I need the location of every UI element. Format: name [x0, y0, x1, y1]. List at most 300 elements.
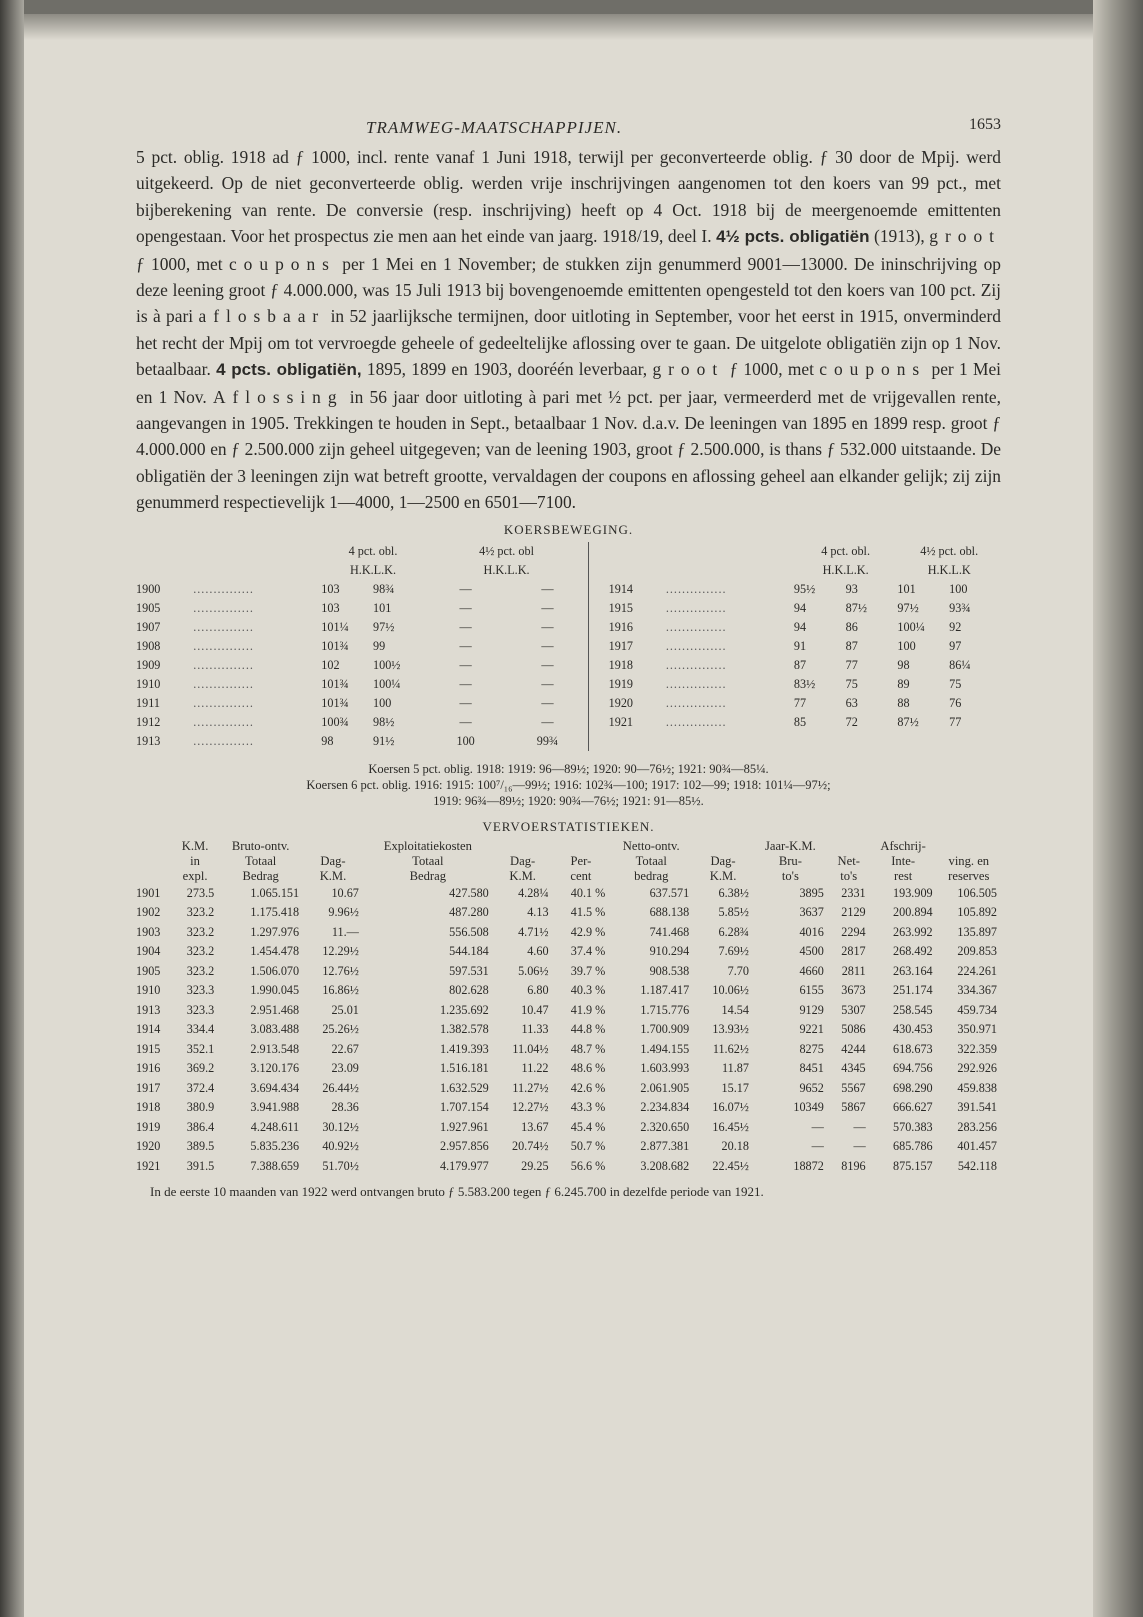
vervoer-cell: 1910 — [136, 983, 161, 998]
koers-body — [136, 580, 1001, 751]
koers-value: 75 — [845, 676, 858, 691]
text-run: per 1 Mei en 1 November; de stukken zijn genummerd 9001—13000. De ininschrijving op deze leening groot ƒ 4.000.000, was 15 Juli 1913 bij bovengenoemde emittenten opengesteld tot den koers van 100 pct. Zij is à pari — [136, 253, 1001, 327]
vervoer-cell: 875.157 — [893, 1158, 933, 1173]
text-run: ƒ 1000, met — [724, 359, 820, 380]
vervoer-cell: 6.38½ — [718, 885, 749, 900]
vervoer-cell: 51.70½ — [322, 1158, 359, 1173]
vervoer-cell: 193.909 — [893, 885, 933, 900]
koers-value: — — [541, 638, 554, 653]
vervoer-cell: 8196 — [841, 1158, 866, 1173]
spaced-term: coupons — [819, 359, 927, 380]
vervoer-cell: 251.174 — [893, 983, 933, 998]
vervoer-row — [136, 1079, 1001, 1099]
vervoer-header-cell — [493, 839, 553, 854]
koers-year: 1920 — [608, 695, 633, 710]
vervoer-cell: 1.506.070 — [250, 963, 300, 978]
koers-value: 93 — [845, 581, 858, 596]
koers-year: 1907 — [136, 619, 161, 634]
koers-year: 1921 — [608, 714, 633, 729]
leader-dots: ............... — [665, 657, 727, 672]
vervoer-cell: 1.603.993 — [640, 1061, 690, 1076]
leader-dots: ............... — [665, 581, 727, 596]
vervoer-cell: 6.28¾ — [718, 924, 749, 939]
vervoer-cell: 334.367 — [957, 983, 997, 998]
bold-heading: 4½ pcts. obligatiën — [716, 227, 870, 247]
note-line: Koersen 6 pct. oblig. 1916: 1915: 100⁷/₁₆—99½; 1916: 102¾—100; 1917: 102—99; 1918: 101¼—97½; — [306, 777, 831, 792]
vervoer-cell: 258.545 — [893, 1002, 933, 1017]
text-run: 1895, 1899 en 1903, dooréén leverbaar, — [361, 359, 653, 380]
koers-value: 100¼ — [373, 676, 401, 691]
koers-value: 94 — [793, 600, 807, 615]
vervoer-cell: 5567 — [841, 1080, 866, 1095]
koers-value: — — [541, 600, 554, 615]
koers-year: 1918 — [608, 657, 633, 672]
text-run: 5 pct. oblig. 1918 ad ƒ 1000, incl. rente vanaf 1 Juni 1918, terwijl per geconverteerde oblig. ƒ 30 door de Mpij. werd uitgekeerd. Op de niet geconverteerde oblig. werden vrije inschrijvingen aangenomen tot den koers van 99 pct., met bijberekening van rente. De conversie (resp. inschrijving) heeft op 4 Oct. 1918 bij de meergenoemde emittenten opengestaan. Voor het prospectus zie men aan het einde van jaarg. 1918/19, deel I. — [136, 147, 1001, 247]
koers-year: 1913 — [136, 733, 161, 748]
vervoer-row — [136, 1137, 1001, 1157]
vervoer-cell: 12.29½ — [322, 944, 359, 959]
vervoer-cell: 14.54 — [721, 1002, 749, 1017]
vervoer-cell: 637.571 — [649, 885, 690, 900]
koers-value: 100 — [456, 733, 475, 748]
vervoer-cell: 2.320.650 — [640, 1119, 690, 1134]
vervoer-header-cell: K.M. — [509, 868, 536, 883]
vervoer-cell: 23.09 — [331, 1061, 359, 1076]
vervoer-header-cell: Bru- — [778, 853, 802, 868]
vervoer-header-cell: rest — [894, 868, 913, 883]
vervoer-cell: 556.508 — [449, 924, 489, 939]
vervoer-header-cell — [693, 839, 753, 854]
vervoer-header-cell: Afschrij- — [880, 838, 926, 853]
vervoer-header-cell: Inte- — [891, 853, 916, 868]
vervoer-header-cell — [553, 839, 610, 854]
vervoer-cell: 401.457 — [957, 1139, 997, 1154]
leader-dots: ............... — [665, 695, 727, 710]
vervoer-cell: 1.454.478 — [250, 944, 300, 959]
vervoer-cell: 1902 — [136, 905, 161, 920]
koers-value: 91½ — [373, 733, 395, 748]
vervoer-cell: 6.80 — [527, 983, 549, 998]
koers-table — [136, 542, 1001, 751]
spaced-term: groot — [929, 226, 1001, 247]
koers-value — [949, 732, 1001, 751]
vervoer-cell: 10349 — [793, 1100, 824, 1115]
vervoer-row — [136, 1098, 1001, 1118]
vervoer-cell: 694.756 — [893, 1061, 933, 1076]
vervoer-header-cell — [303, 839, 363, 854]
vervoer-cell: 15.17 — [721, 1080, 749, 1095]
vervoer-cell: 2.957.856 — [440, 1139, 489, 1154]
vervoer-cell: 7.70 — [727, 963, 749, 978]
vervoer-cell: 16.45½ — [712, 1119, 749, 1134]
vervoer-row — [136, 1118, 1001, 1138]
koers-value: 91 — [793, 638, 807, 653]
vervoer-cell: 3673 — [841, 983, 866, 998]
koers-subhead: H.K.L.K. — [349, 562, 397, 577]
koers-value: — — [541, 714, 554, 729]
koers-value: — — [541, 695, 554, 710]
vervoer-cell: 1.494.155 — [640, 1041, 690, 1056]
koers-value: 87 — [845, 638, 858, 653]
vervoer-cell: 350.971 — [957, 1022, 997, 1037]
vervoer-cell: 1.175.418 — [250, 905, 300, 920]
vervoer-header-cell — [136, 869, 172, 884]
vervoer-cell: 18872 — [793, 1158, 824, 1173]
vervoer-header-cell: K.M. — [709, 868, 737, 883]
vervoer-cell: 11.22 — [521, 1061, 549, 1076]
vervoer-cell: 1.715.776 — [640, 1002, 690, 1017]
vervoer-cell: 40.1 % — [570, 885, 606, 900]
leader-dots: ............... — [193, 657, 254, 672]
vervoer-cell: 28.36 — [331, 1100, 359, 1115]
koers-value: 98 — [321, 733, 334, 748]
vervoer-header-cell: Bedrag — [409, 868, 446, 883]
vervoer-header-cell: Dag- — [510, 853, 536, 868]
vervoer-cell: 430.453 — [893, 1022, 933, 1037]
koers-year: 1915 — [608, 600, 633, 615]
vervoer-row — [136, 981, 1001, 1001]
vervoer-cell: 37.4 % — [570, 944, 606, 959]
vervoer-header-cell: Bedrag — [242, 868, 279, 883]
vervoer-cell: 2.913.548 — [250, 1041, 300, 1056]
vervoer-table — [136, 839, 1001, 1177]
koers-value: 101 — [373, 600, 392, 615]
vervoer-cell: 666.627 — [893, 1100, 933, 1115]
vervoer-cell: — — [811, 1139, 824, 1154]
vervoer-cell: 1.297.976 — [250, 924, 300, 939]
leader-dots — [666, 732, 794, 751]
running-title: TRAMWEG-MAATSCHAPPIJEN. — [366, 118, 623, 137]
koers-value: 101 — [897, 581, 916, 596]
koers-subhead: H.K.L.K. — [483, 562, 530, 577]
vervoer-cell: 3.694.434 — [250, 1080, 300, 1095]
vervoer-cell: 4345 — [841, 1061, 866, 1076]
vervoer-cell: 688.138 — [649, 905, 690, 920]
vervoer-cell: 908.538 — [649, 963, 690, 978]
vervoer-cell: 323.2 — [186, 905, 215, 920]
koers-value: 87½ — [845, 600, 867, 615]
vervoer-header-cell: K.M. — [319, 868, 347, 883]
koers-value: 88 — [897, 695, 910, 710]
vervoer-cell: 56.6 % — [570, 1158, 606, 1173]
vervoer-cell: 11.27½ — [512, 1080, 549, 1095]
koers-value: 98¾ — [373, 581, 395, 596]
koers-value: 86¼ — [949, 657, 971, 672]
vervoer-row — [136, 1001, 1001, 1021]
koers-value: 89 — [897, 676, 910, 691]
vervoer-cell: 427.580 — [449, 885, 489, 900]
spaced-term: groot — [652, 359, 725, 380]
leader-dots: ............... — [665, 676, 727, 691]
vervoer-cell: 7.388.659 — [250, 1158, 300, 1173]
vervoer-cell: 391.5 — [186, 1158, 215, 1173]
vervoer-cell: 323.2 — [186, 963, 215, 978]
vervoer-row — [136, 1020, 1001, 1040]
koers-value: 101¾ — [321, 695, 349, 710]
vervoer-cell: 48.6 % — [570, 1061, 606, 1076]
vervoer-cell: 209.853 — [957, 944, 997, 959]
page-edge — [1093, 0, 1143, 1617]
vervoer-header-row — [136, 869, 1001, 884]
vervoer-cell: 5086 — [841, 1022, 866, 1037]
koers-row — [136, 694, 1001, 713]
koers-value: 97½ — [897, 600, 919, 615]
koers-value: — — [459, 657, 472, 672]
vervoer-cell: 283.256 — [957, 1119, 997, 1134]
koers-value: 63 — [845, 695, 858, 710]
vervoer-cell: 8275 — [799, 1041, 824, 1056]
koers-value: — — [459, 638, 472, 653]
vervoer-header-cell: Dag- — [320, 853, 346, 868]
vervoer-cell: 1901 — [136, 885, 161, 900]
vervoer-cell: 40.3 % — [570, 983, 606, 998]
vervoer-cell: 9.96½ — [328, 905, 359, 920]
column-rule — [589, 656, 609, 675]
koers-value: 75 — [949, 676, 962, 691]
vervoer-cell: 6155 — [799, 983, 824, 998]
vervoer-cell: 106.505 — [957, 885, 997, 900]
vervoer-cell: 4.71½ — [518, 924, 549, 939]
note-line: 1919: 96¾—89½; 1920: 90¾—76½; 1921: 91—85½. — [433, 793, 704, 808]
column-rule — [589, 618, 609, 637]
koers-row — [136, 732, 1001, 751]
koers-value: 101¾ — [321, 676, 349, 691]
vervoer-cell: 292.926 — [957, 1061, 997, 1076]
koers-row — [136, 656, 1001, 675]
koers-subhead: H.K.L.K. — [822, 562, 869, 577]
vervoer-cell: — — [853, 1119, 866, 1134]
vervoer-cell: 40.92½ — [322, 1139, 359, 1154]
koers-col-45pct: 4½ pct. obl — [479, 543, 534, 558]
koers-value: 92 — [949, 619, 962, 634]
vervoer-cell: 1903 — [136, 924, 161, 939]
vervoer-cell: 10.47 — [521, 1002, 549, 1017]
vervoer-cell: 29.25 — [521, 1158, 549, 1173]
vervoer-cell: 372.4 — [186, 1080, 215, 1095]
koers-value: 100 — [949, 581, 968, 596]
koers-value: — — [541, 657, 554, 672]
koers-year: 1905 — [136, 600, 161, 615]
vervoer-cell: 3895 — [799, 885, 824, 900]
vervoer-cell: 1917 — [136, 1080, 161, 1095]
koers-row — [136, 580, 1001, 599]
vervoer-cell: 618.673 — [893, 1041, 933, 1056]
koers-row — [136, 618, 1001, 637]
vervoer-cell: 802.628 — [449, 983, 489, 998]
koers-year: 1908 — [136, 638, 161, 653]
vervoer-cell: 1918 — [136, 1100, 161, 1115]
vervoer-header-cell: bedrag — [634, 868, 669, 883]
vervoer-cell: 26.44½ — [322, 1080, 359, 1095]
koers-year: 1911 — [136, 695, 160, 710]
leader-dots: ............... — [665, 714, 727, 729]
column-rule — [589, 675, 609, 694]
vervoer-cell: 1920 — [136, 1139, 161, 1154]
koers-value: — — [459, 695, 472, 710]
koers-value: 85 — [793, 714, 807, 729]
vervoer-cell: 39.7 % — [570, 963, 606, 978]
vervoer-cell: 9129 — [799, 1002, 824, 1017]
leader-dots: ............... — [193, 676, 254, 691]
vervoer-cell: 459.838 — [957, 1080, 997, 1095]
koers-value: 103 — [321, 600, 340, 615]
vervoer-header-cell: Net- — [837, 853, 860, 868]
koers-value: — — [541, 581, 554, 596]
vervoer-cell: 910.294 — [649, 944, 690, 959]
vervoer-row — [136, 942, 1001, 962]
koers-value: — — [459, 619, 472, 634]
column-rule — [589, 580, 609, 599]
koers-header-row — [136, 542, 1001, 561]
spaced-term: aflosbaar — [198, 306, 326, 327]
koers-year: 1917 — [608, 638, 633, 653]
vervoer-cell: 10.67 — [331, 885, 359, 900]
vervoer-header-cell: expl. — [182, 868, 208, 883]
vervoer-cell: 323.3 — [186, 1002, 215, 1017]
vervoer-cell: 9221 — [799, 1022, 824, 1037]
vervoer-header-cell: Per- — [570, 853, 592, 868]
vervoer-cell: 4.28¼ — [518, 885, 549, 900]
koers-value: — — [459, 714, 472, 729]
spaced-term: coupons — [228, 253, 336, 274]
vervoer-cell: 4.248.611 — [250, 1119, 300, 1134]
vervoer-header-cell: in — [190, 853, 200, 868]
koers-value — [897, 732, 949, 751]
vervoer-cell: 105.892 — [957, 905, 997, 920]
koers-value: 101¾ — [321, 638, 349, 653]
vervoer-cell: 2.234.834 — [640, 1100, 690, 1115]
vervoer-cell: 3.083.488 — [250, 1022, 300, 1037]
vervoer-cell: 5307 — [841, 1002, 866, 1017]
vervoer-cell: 685.786 — [893, 1139, 933, 1154]
vervoer-cell: 42.6 % — [570, 1080, 606, 1095]
vervoer-header-row — [136, 854, 1001, 869]
vervoer-cell: 1921 — [136, 1158, 161, 1173]
koers-value: 99¾ — [536, 733, 559, 748]
vervoer-cell: 16.07½ — [712, 1100, 749, 1115]
koers-year: 1900 — [136, 581, 161, 596]
vervoer-cell: 41.5 % — [570, 905, 606, 920]
vervoer-cell: 544.184 — [449, 944, 489, 959]
vervoer-cell: — — [811, 1119, 824, 1134]
koers-year — [609, 732, 666, 751]
koers-value: 100¼ — [897, 619, 925, 634]
vervoer-header-cell: Totaal — [635, 853, 667, 868]
vervoer-cell: 42.9 % — [570, 924, 606, 939]
vervoer-cell: 4.13 — [527, 905, 549, 920]
vervoer-cell: 1919 — [136, 1119, 161, 1134]
koers-value: 87 — [793, 657, 807, 672]
vervoer-cell: 20.18 — [721, 1139, 749, 1154]
vervoer-cell: 1914 — [136, 1022, 161, 1037]
vervoer-cell: 1905 — [136, 963, 161, 978]
koers-value: — — [541, 619, 554, 634]
koers-row — [136, 675, 1001, 694]
vervoer-row — [136, 962, 1001, 982]
running-header — [136, 104, 1001, 144]
vervoer-cell: — — [853, 1139, 866, 1154]
koers-value: — — [541, 676, 554, 691]
vervoer-cell: 3.941.988 — [250, 1100, 300, 1115]
koers-value — [794, 732, 846, 751]
vervoer-cell: 1913 — [136, 1002, 161, 1017]
koers-value: 100½ — [373, 657, 401, 672]
koers-col-45pct: 4½ pct. obl. — [920, 543, 979, 558]
koers-value: 83½ — [793, 676, 816, 691]
vervoer-cell: 5.06½ — [518, 963, 549, 978]
vervoer-cell: 4500 — [799, 944, 824, 959]
vervoer-cell: 391.541 — [957, 1100, 997, 1115]
vervoer-cell: 322.359 — [957, 1041, 997, 1056]
column-rule — [589, 694, 609, 713]
vervoer-cell: 5.85½ — [718, 905, 749, 920]
vervoer-header-cell — [828, 839, 870, 854]
vervoer-cell: 1904 — [136, 944, 161, 959]
koers-value: 77 — [793, 695, 807, 710]
koers-year: 1909 — [136, 657, 161, 672]
koers-row — [136, 637, 1001, 656]
vervoer-row — [136, 1059, 1001, 1079]
text-run: in 52 jaarlijksche termijnen, door uitloting in September, voor het eerst in 1915, onverminderd het recht der Mpij om tot vervroegde geheele of gedeeltelijke aflossing over te gaan. De uitgelote obligatiën zijn op 1 Nov. betaalbaar. — [136, 306, 1001, 380]
vervoer-cell: 11.— — [331, 924, 359, 939]
vervoer-header-cell: to's — [781, 868, 799, 883]
koers-value: — — [459, 676, 472, 691]
vervoer-cell: 698.290 — [893, 1080, 933, 1095]
vervoer-cell: 1.927.961 — [440, 1119, 489, 1134]
vervoer-cell: 11.62½ — [712, 1041, 749, 1056]
footer-note: In de eerste 10 maanden van 1922 werd ontvangen bruto ƒ 5.583.200 tegen ƒ 6.245.700 in dezelfde periode van 1921. — [150, 1184, 764, 1200]
vervoer-cell: 30.12½ — [322, 1119, 359, 1134]
vervoer-header-cell: ving. en — [948, 853, 990, 868]
vervoer-cell: 4660 — [799, 963, 824, 978]
vervoer-cell: 1.065.151 — [250, 885, 300, 900]
text-run: (1913), — [869, 226, 930, 247]
koers-value: 77 — [949, 714, 962, 729]
vervoer-cell: 1.419.393 — [440, 1041, 489, 1056]
vervoer-cell: 273.5 — [186, 885, 215, 900]
koers-value: 100 — [897, 638, 916, 653]
vervoer-cell: 323.3 — [186, 983, 215, 998]
koers-row — [136, 713, 1001, 732]
vervoer-cell: 4.179.977 — [440, 1158, 489, 1173]
vervoer-cell: 2817 — [841, 944, 866, 959]
column-rule — [589, 637, 609, 656]
koers-value: 100 — [373, 695, 392, 710]
vervoer-cell: 11.04½ — [512, 1041, 549, 1056]
vervoer-cell: 13.67 — [521, 1119, 549, 1134]
leader-dots: ............... — [665, 619, 727, 634]
vervoer-cell: 1.516.181 — [440, 1061, 489, 1076]
koers-year: 1914 — [608, 581, 633, 596]
vervoer-cell: 224.261 — [957, 963, 997, 978]
vervoer-cell: 380.9 — [186, 1100, 215, 1115]
vervoer-cell: 12.76½ — [322, 963, 359, 978]
leader-dots: ............... — [193, 733, 254, 748]
vervoer-cell: 22.67 — [331, 1041, 359, 1056]
vervoer-cell: 41.9 % — [570, 1002, 606, 1017]
koers-value: 100¾ — [321, 714, 349, 729]
vervoer-header-cell: Bruto-ontv. — [231, 838, 290, 853]
vervoer-cell: 44.8 % — [570, 1022, 606, 1037]
spaced-term: Aflossing — [212, 386, 344, 407]
vervoer-cell: 1.700.909 — [640, 1022, 690, 1037]
vervoer-header-cell: Jaar-K.M. — [764, 838, 816, 853]
body-paragraph — [136, 144, 1001, 516]
vervoer-header-cell: Dag- — [710, 853, 736, 868]
vervoer-cell: 25.26½ — [322, 1022, 359, 1037]
vervoer-cell: 3.120.176 — [250, 1061, 300, 1076]
koers-value: — — [459, 600, 472, 615]
